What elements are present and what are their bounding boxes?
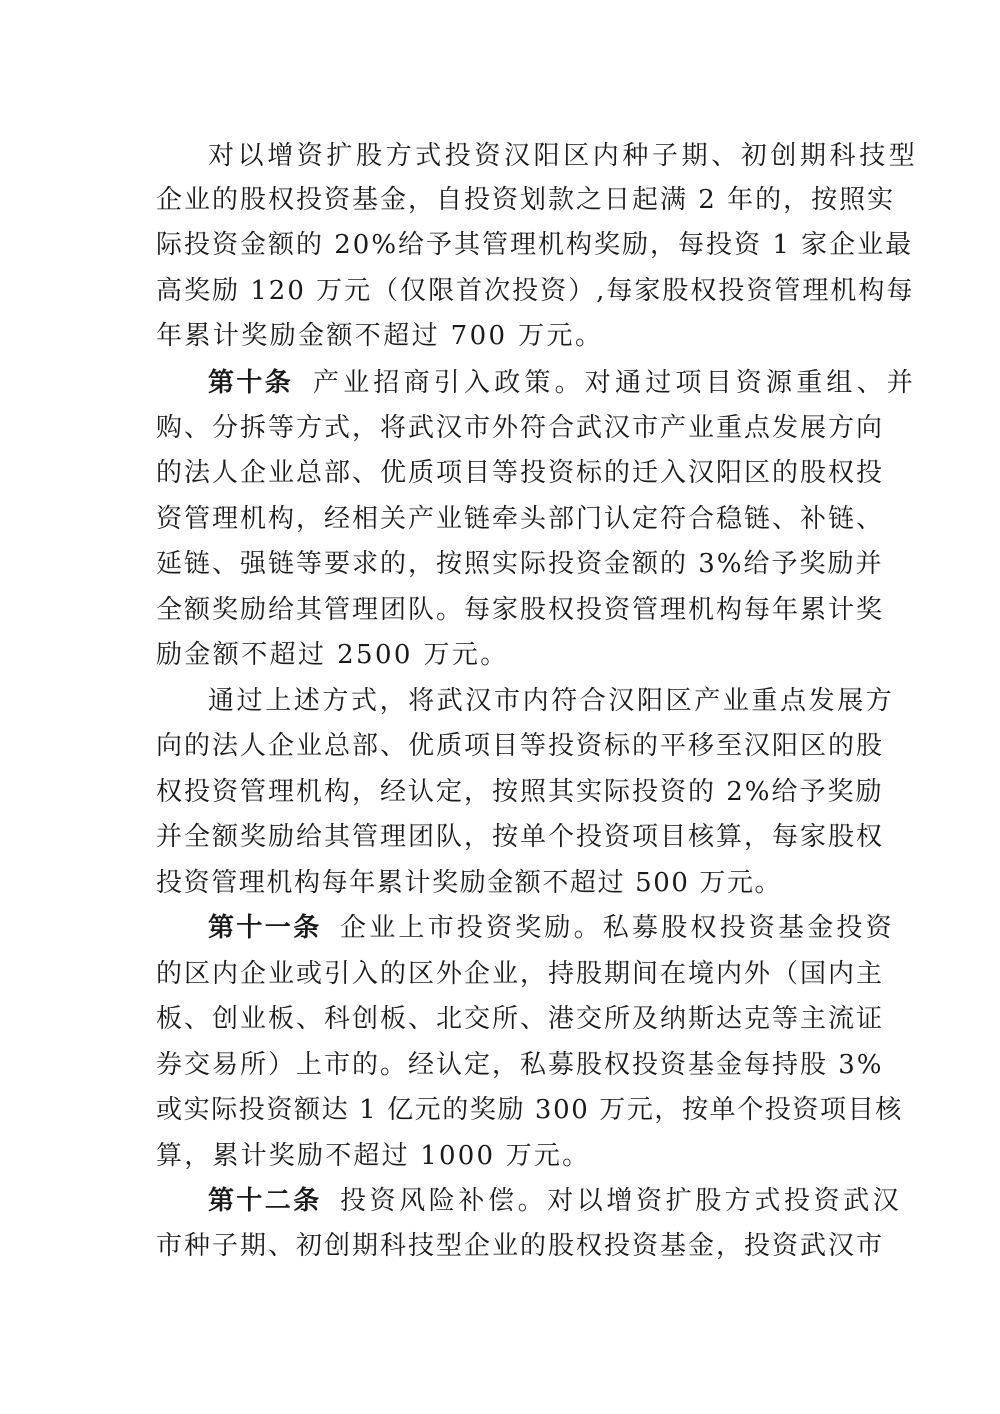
paragraph-text: 或实际投资额达 1 亿元的奖励 300 万元，按单个投资项目核 (156, 1095, 903, 1125)
paragraph-line (0, 363, 1000, 403)
paragraph-text: 对以增资扩股方式投资汉阳区内种子期、初创期科技型 (208, 141, 919, 171)
paragraph-line (0, 180, 1000, 220)
paragraph-line (0, 590, 1000, 630)
paragraph-text: 市种子期、初创期科技型企业的股权投资基金，投资武汉市 (156, 1231, 885, 1261)
paragraph-text: 券交易所）上市的。经认定，私募股权投资基金每持股 3% (156, 1050, 884, 1080)
paragraph-text: 购、分拆等方式，将武汉市外符合武汉市产业重点发展方向 (156, 413, 885, 443)
paragraph-text: 算，累计奖励不超过 1000 万元。 (156, 1141, 591, 1171)
paragraph-text: 产业招商引入政策。对通过项目资源重组、并 (313, 368, 918, 398)
paragraph-line (0, 817, 1000, 857)
article-heading: 第十一条 (208, 913, 322, 943)
paragraph-line (0, 1181, 1000, 1221)
paragraph-line (0, 1090, 1000, 1130)
paragraph-text: 板、创业板、科创板、北交所、港交所及纳斯达克等主流证 (156, 1004, 885, 1034)
paragraph-line (0, 772, 1000, 812)
paragraph-line (0, 271, 1000, 311)
paragraph-text: 向的法人企业总部、优质项目等投资标的平移至汉阳区的股 (156, 731, 885, 761)
paragraph-text: 投资管理机构每年累计奖励金额不超过 500 万元。 (156, 868, 783, 898)
paragraph-text: 的法人企业总部、优质项目等投资标的迁入汉阳区的股权投 (156, 458, 885, 488)
paragraph-text: 高奖励 120 万元（仅限首次投资）,每家股权投资管理机构每 (156, 276, 915, 306)
paragraph-text: 投资风险补偿。对以增资扩股方式投资武汉 (340, 1186, 903, 1216)
paragraph-text: 资管理机构，经相关产业链牵头部门认定符合稳链、补链、 (156, 504, 885, 534)
paragraph-line (0, 225, 1000, 265)
article-heading: 第十二条 (208, 1186, 322, 1216)
paragraph-line (0, 136, 1000, 176)
paragraph-line (0, 544, 1000, 584)
paragraph-line (0, 408, 1000, 448)
article-heading: 第十条 (208, 368, 294, 398)
paragraph-line (0, 1045, 1000, 1085)
paragraph-text: 通过上述方式，将武汉市内符合汉阳区产业重点发展方 (208, 686, 895, 716)
paragraph-line (0, 863, 1000, 903)
paragraph-line (0, 999, 1000, 1039)
paragraph-line (0, 954, 1000, 994)
paragraph-text: 并全额奖励给其管理团队，按单个投资项目核算，每家股权 (156, 822, 885, 852)
paragraph-text: 权投资管理机构，经认定，按照其实际投资的 2%给予奖励 (156, 777, 884, 807)
paragraph-line (0, 316, 1000, 356)
paragraph-text: 际投资金额的 20%给予其管理机构奖励，每投资 1 家企业最 (156, 230, 914, 260)
paragraph-text: 全额奖励给其管理团队。每家股权投资管理机构每年累计奖 (156, 595, 885, 625)
paragraph-line (0, 1136, 1000, 1176)
paragraph-text: 年累计奖励金额不超过 700 万元。 (156, 321, 604, 351)
paragraph-text: 企业上市投资奖励。私募股权投资基金投资 (340, 913, 895, 943)
paragraph-line (0, 726, 1000, 766)
paragraph-line (0, 1226, 1000, 1266)
paragraph-text: 延链、强链等要求的，按照实际投资金额的 3%给予奖励并 (156, 549, 884, 579)
paragraph-text: 企业的股权投资基金，自投资划款之日起满 2 年的，按照实 (156, 185, 896, 215)
paragraph-line (0, 635, 1000, 675)
paragraph-line (0, 908, 1000, 948)
paragraph-line (0, 453, 1000, 493)
paragraph-text: 励金额不超过 2500 万元。 (156, 640, 509, 670)
paragraph-line (0, 499, 1000, 539)
paragraph-line (0, 681, 1000, 721)
paragraph-text: 的区内企业或引入的区外企业，持股期间在境内外（国内主 (156, 959, 885, 989)
